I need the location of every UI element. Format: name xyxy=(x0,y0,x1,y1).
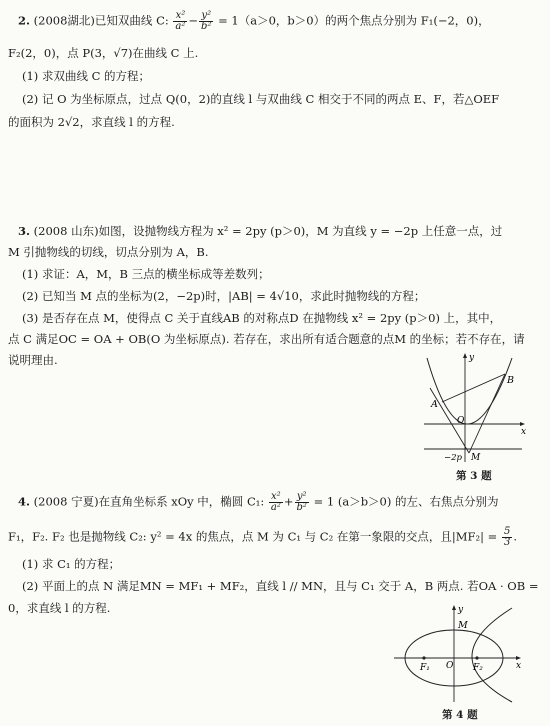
problem-3-question-3-cont: 点 C 满足OC = OA + OB(O 为坐标原点). 若存在，求出所有适合题意的点M 的坐标；若不存在，请 xyxy=(8,332,525,346)
problem-3-question-1: (1) 求证：A，M，B 三点的横坐标成等差数列； xyxy=(22,267,270,281)
problem-number: 3. xyxy=(18,224,31,238)
label-o: O xyxy=(457,416,465,426)
numerator: x² xyxy=(269,492,283,503)
y-axis-arrow xyxy=(463,353,467,358)
label-neg-2p: −2p xyxy=(444,453,462,463)
x-axis-arrow xyxy=(516,656,521,660)
problem-4-question-1: (1) 求 C₁ 的方程； xyxy=(22,557,121,571)
problem-2-question-2: (2) 记 O 为坐标原点，过点 Q(0，2)的直线 l 与双曲线 C 相交于不同的两点 E、F，若△OEF xyxy=(22,92,500,106)
problem-3-question-3-end: 说明理由. xyxy=(8,353,58,367)
problem-text: (2008 宁夏)在直角坐标系 xOy 中，椭圆 C₁: xyxy=(33,494,265,509)
problem-text: = 1（a＞0，b＞0）的两个焦点分别为 F₁(−2，0)， xyxy=(218,13,490,28)
problem-2-question-1: (1) 求双曲线 C 的方程； xyxy=(22,69,151,83)
denominator: a² xyxy=(175,21,186,32)
chord-ab xyxy=(442,374,505,402)
problem-3-question-2: (2) 已知当 M 点的坐标为(2，−2p)时，|AB| = 4√10，求此时抛物线的方程； xyxy=(22,289,426,303)
denominator: b² xyxy=(296,502,307,513)
problem-3-question-3: (3) 是否存在点 M，使得点 C 关于直线AB 的对称点D 在抛物线 x² = 2py (p＞0) 上，其中， xyxy=(22,311,502,325)
focus-f2 xyxy=(475,656,478,659)
numerator: y² xyxy=(199,11,213,22)
figure-3-caption: 第 3 题 xyxy=(456,470,492,482)
label-a: A xyxy=(431,399,438,410)
problem-2-question-2-cont: 的面积为 2√2，求直线 l 的方程. xyxy=(8,115,175,129)
problem-2-line-1: 2. (2008湖北)已知双曲线 C: $\frac{\text{x²}}{\text{a²}}$ − $\frac{\text{y²}}{\text{b²}}$ = 1（a＞0，b＞0）的两个焦点分别为 F₁(−2，0)， xyxy=(18,10,490,32)
label-x: x xyxy=(516,661,522,671)
problem-4-line-1: 4. (2008 宁夏)在直角坐标系 xOy 中，椭圆 C₁: $\frac{\text{x²}}{\text{a²}}$ + $\frac{\text{y²}}{\text{b²}}$ = 1 (a＞b＞0) 的左、右焦点分别为 xyxy=(18,491,499,513)
problem-3-line-1 xyxy=(18,223,502,239)
denominator: b² xyxy=(201,21,212,32)
y-axis-arrow xyxy=(452,605,456,610)
focus-f1 xyxy=(422,656,425,659)
label-m: M xyxy=(458,620,468,631)
problem-3-line-2: M 引抛物线的切线，切点分别为 A，B. xyxy=(8,245,209,259)
label-y: y xyxy=(458,605,464,615)
problem-text: (2008 山东)如图，设抛物线方程为 x² = 2py (p＞0)，M 为直线 y = −2p 上任意一点，过 xyxy=(33,224,503,238)
label-x: x xyxy=(521,427,527,437)
figure-4-ellipse xyxy=(392,602,527,704)
figure-4-caption: 第 4 题 xyxy=(442,709,478,721)
label-f1: F₁ xyxy=(420,663,430,673)
fraction xyxy=(269,492,283,513)
figure-3-parabola xyxy=(418,350,533,468)
problem-4-question-2: (2) 平面上的点 N 满足MN = MF₁ + MF₂，直线 l // MN，且与 C₁ 交于 A，B 两点. 若OA · OB = xyxy=(22,579,539,593)
x-axis-arrow xyxy=(520,422,525,426)
problem-2-line-2: F₂(2，0)，点 P(3，√7)在曲线 C 上. xyxy=(8,46,199,60)
problem-number: 4. xyxy=(18,494,31,509)
problem-text: = 1 (a＞b＞0) 的左、右焦点分别为 xyxy=(313,494,499,509)
parabola-c2 xyxy=(472,608,512,702)
label-y: y xyxy=(469,353,475,363)
problem-text: F₁，F₂. F₂ 也是抛物线 C₂: y² = 4x 的焦点，点 M 为 C₁ 与 C₂ 在第一象限的交点，且|MF₂| = xyxy=(8,529,498,544)
numerator: y² xyxy=(295,492,309,503)
denominator: 3 xyxy=(503,537,511,548)
problem-4-question-2-cont: 0，求直线 l 的方程. xyxy=(8,601,111,615)
fraction xyxy=(173,11,187,32)
problem-number: 2. xyxy=(18,13,31,28)
problem-4-line-2: F₁，F₂. F₂ 也是抛物线 C₂: y² = 4x 的焦点，点 M 为 C₁ 与 C₂ 在第一象限的交点，且|MF₂| = $\frac{5}{3}$ . xyxy=(8,526,517,548)
fraction xyxy=(502,527,512,548)
tangent-mb xyxy=(469,374,505,453)
problem-text: 已知双曲线 C: xyxy=(94,13,169,28)
numerator: x² xyxy=(173,11,187,22)
label-m: M xyxy=(471,453,481,463)
denominator: a² xyxy=(270,502,281,513)
label-o: O xyxy=(446,661,454,671)
parabola xyxy=(427,358,512,424)
label-f2: F₂ xyxy=(473,663,483,673)
label-b: B xyxy=(507,375,514,386)
fraction xyxy=(199,11,213,32)
problem-source: (2008湖北) xyxy=(33,13,95,28)
fraction xyxy=(295,492,309,513)
numerator: 5 xyxy=(503,526,511,537)
